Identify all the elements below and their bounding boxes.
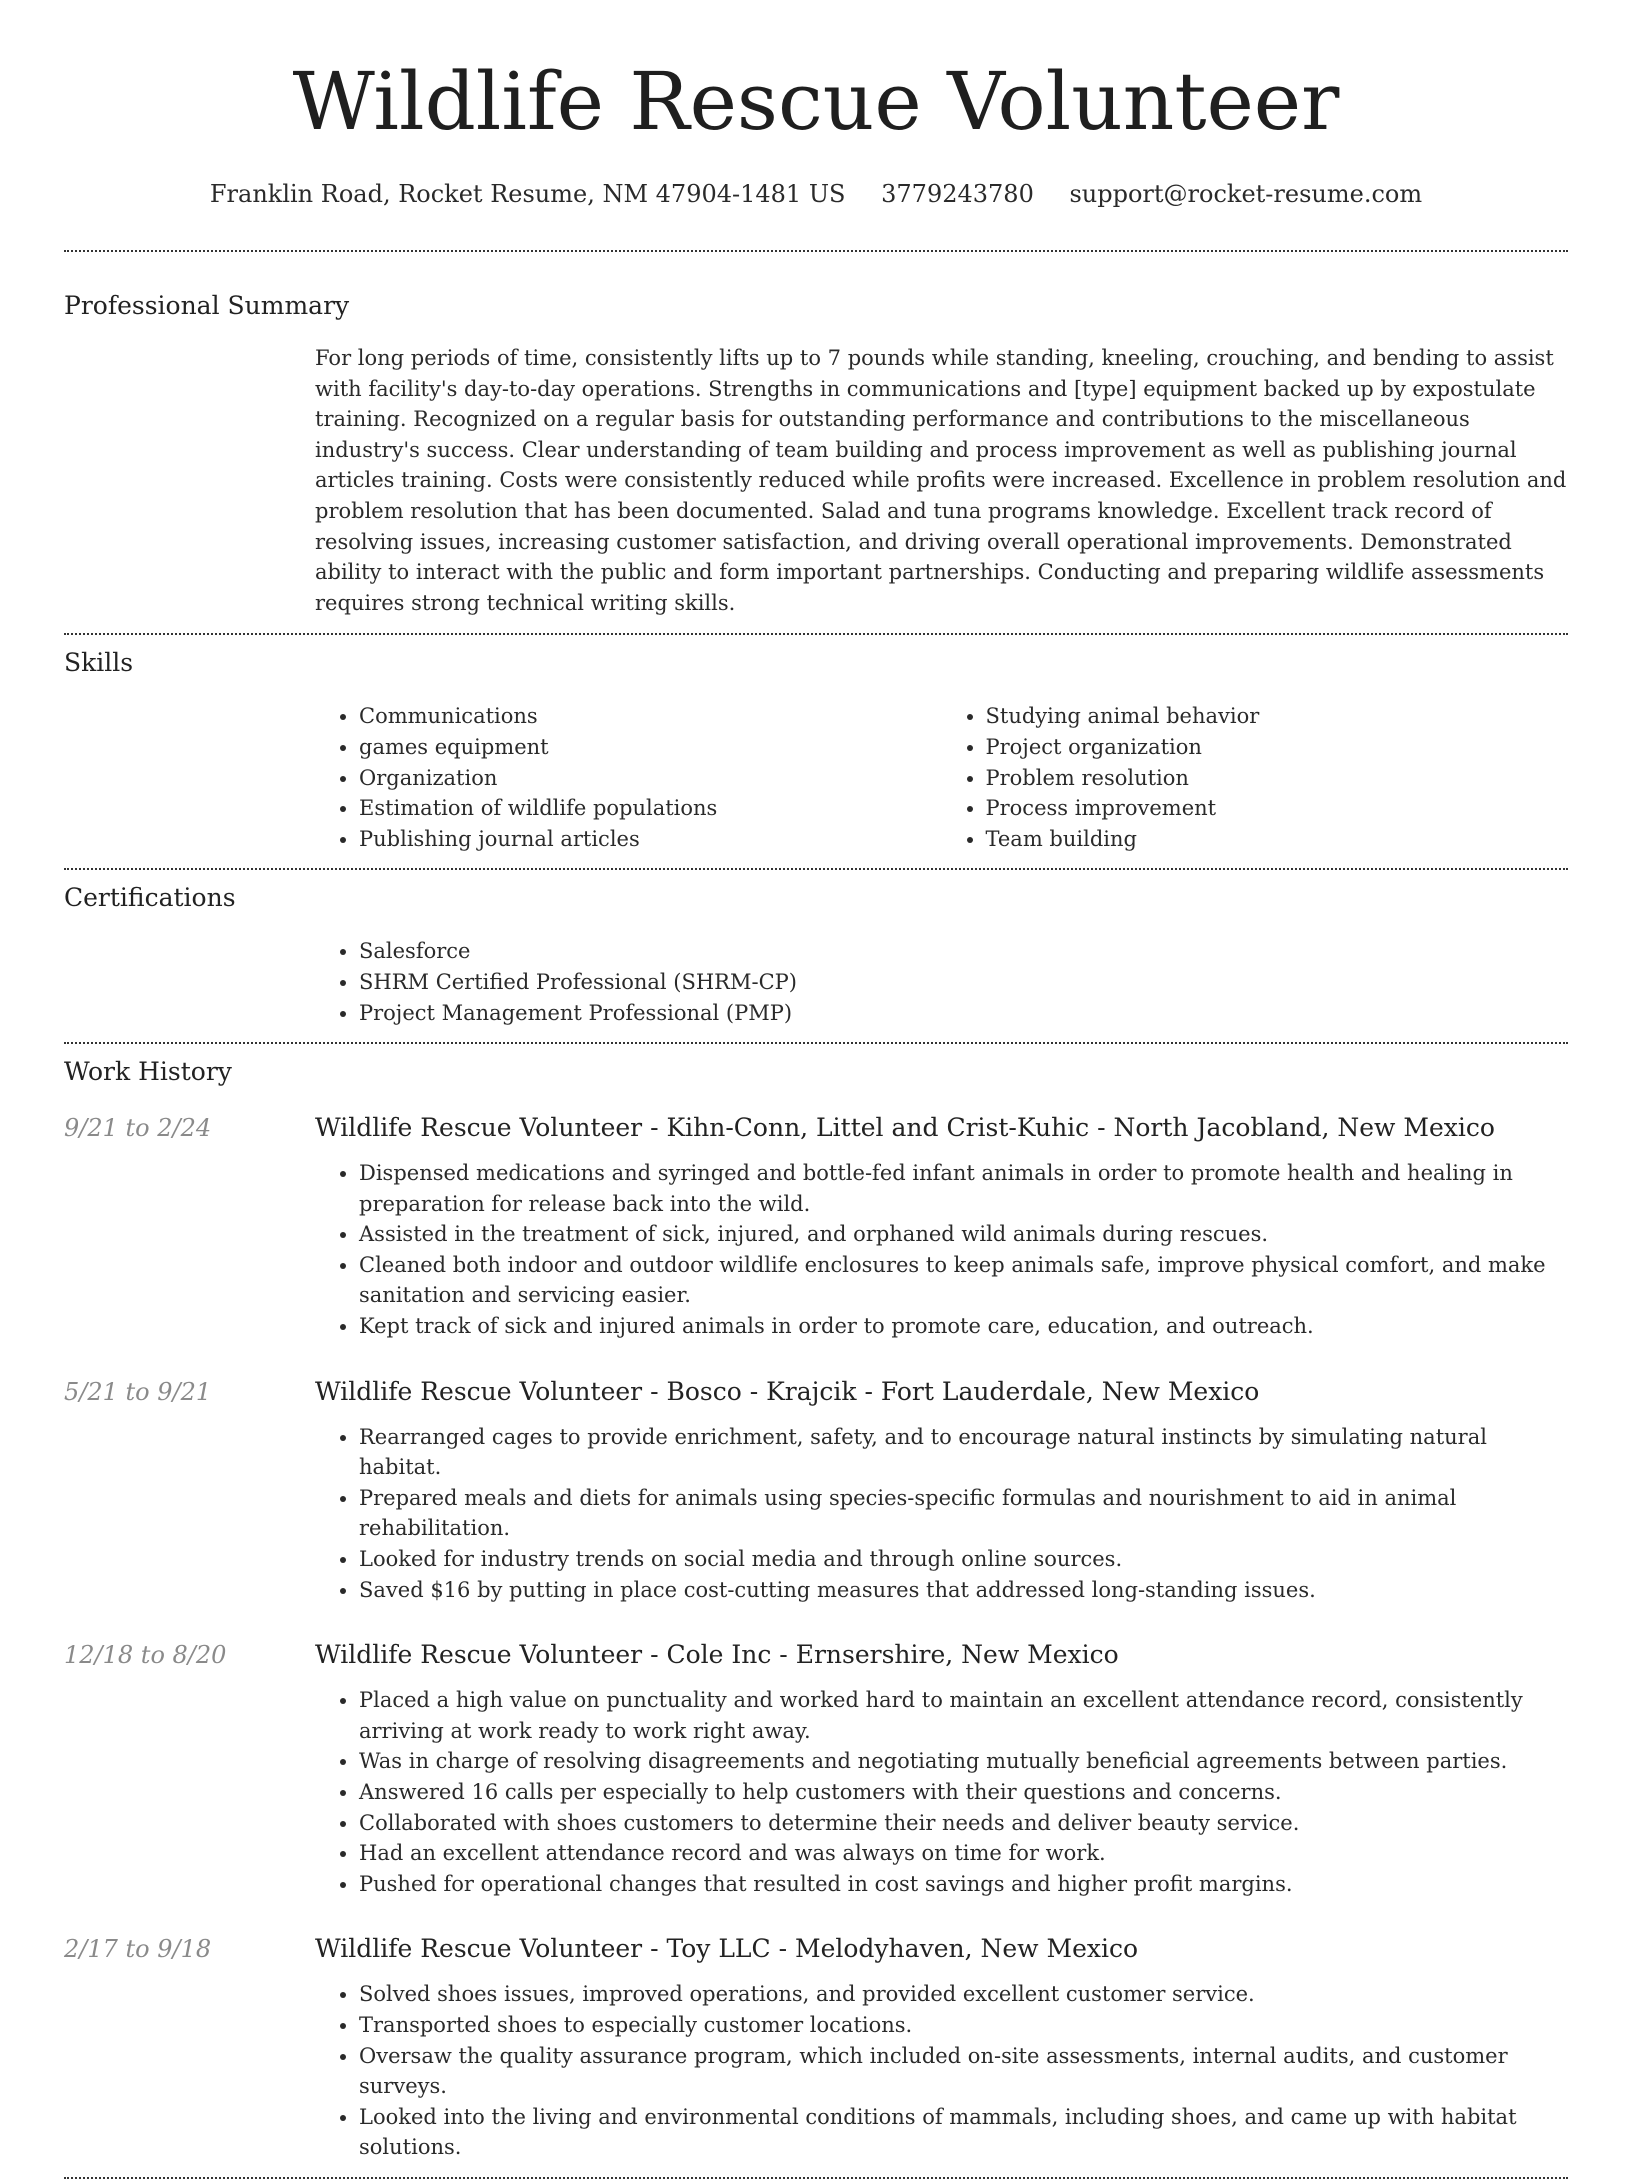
job-bullets bbox=[315, 1158, 1568, 1342]
job-bullet: • Collaborated with shoes customers to determine their needs and deliver beauty service. bbox=[359, 1808, 1568, 1839]
divider bbox=[64, 633, 1568, 635]
skill-item: • Project organization bbox=[986, 732, 1569, 763]
job-entry bbox=[64, 1639, 1568, 1899]
job-bullet: • Looked into the living and environmental conditions of mammals, including shoes, and came up with habitat solutions. bbox=[359, 2102, 1568, 2163]
work-history-section bbox=[64, 1056, 1568, 2163]
job-dates: 5/21 to 9/21 bbox=[64, 1377, 212, 1406]
contact-address: Franklin Road, Rocket Resume, NM 47904-1481 US bbox=[209, 180, 846, 208]
job-bullets bbox=[315, 1979, 1568, 2163]
job-bullet: • Looked for industry trends on social media and through online sources. bbox=[359, 1544, 1568, 1575]
job-bullet: • Assisted in the treatment of sick, injured, and orphaned wild animals during rescues. bbox=[359, 1219, 1568, 1250]
job-bullet: • Saved $16 by putting in place cost-cutting measures that addressed long-standing issues. bbox=[359, 1575, 1568, 1606]
skill-item: • Problem resolution bbox=[986, 763, 1569, 794]
skill-item: • Studying animal behavior bbox=[986, 701, 1569, 732]
job-heading: Wildlife Rescue Volunteer - Cole Inc - Ernsershire, New Mexico bbox=[315, 1640, 1119, 1670]
divider bbox=[64, 1042, 1568, 1044]
contact-phone: 3779243780 bbox=[881, 180, 1034, 208]
job-entry bbox=[64, 1933, 1568, 2163]
job-body bbox=[315, 1112, 1568, 1342]
certifications-section bbox=[64, 882, 1568, 1028]
certification-item: • Salesforce bbox=[359, 936, 1568, 967]
skill-item: • Team building bbox=[986, 824, 1569, 855]
contact-email: support@rocket-resume.com bbox=[1069, 180, 1423, 208]
divider bbox=[64, 868, 1568, 870]
job-bullet: • Placed a high value on punctuality and worked hard to maintain an excellent attendance record, consistently arriving at work ready to work right away. bbox=[359, 1685, 1568, 1746]
skills-list-right bbox=[942, 701, 1569, 854]
contact-line bbox=[64, 178, 1568, 210]
summary-section bbox=[64, 290, 1568, 618]
section-title-certifications: Certifications bbox=[64, 883, 236, 913]
job-dates: 12/18 to 8/20 bbox=[64, 1641, 227, 1670]
job-entry bbox=[64, 1376, 1568, 1606]
skill-item: • Communications bbox=[359, 701, 942, 732]
job-bullet: • Prepared meals and diets for animals using species-specific formulas and nourishment to aid in animal rehabilitation. bbox=[359, 1483, 1568, 1544]
job-bullet: • Oversaw the quality assurance program, which included on-site assessments, internal audits, and customer surveys. bbox=[359, 2041, 1568, 2102]
job-bullet: • Had an excellent attendance record and was always on time for work. bbox=[359, 1838, 1568, 1869]
divider bbox=[64, 250, 1568, 252]
section-title-skills: Skills bbox=[64, 648, 134, 678]
skill-item: • games equipment bbox=[359, 732, 942, 763]
job-bullet: • Solved shoes issues, improved operations, and provided excellent customer service. bbox=[359, 1979, 1568, 2010]
job-heading: Wildlife Rescue Volunteer - Toy LLC - Melodyhaven, New Mexico bbox=[315, 1934, 1139, 1964]
resume-page bbox=[64, 0, 1568, 2179]
skill-item: • Organization bbox=[359, 763, 942, 794]
skill-item: • Publishing journal articles bbox=[359, 824, 942, 855]
job-body bbox=[315, 1376, 1568, 1606]
section-title-summary: Professional Summary bbox=[64, 291, 350, 320]
skills-list-left bbox=[315, 701, 942, 854]
job-dates: 9/21 to 2/24 bbox=[64, 1114, 212, 1143]
skill-item: • Process improvement bbox=[986, 793, 1569, 824]
job-bullet: • Cleaned both indoor and outdoor wildlife enclosures to keep animals safe, improve physical comfort, and make sanitation and servicing easier. bbox=[359, 1250, 1568, 1311]
job-bullets bbox=[315, 1685, 1568, 1899]
job-bullets bbox=[315, 1422, 1568, 1606]
certifications-list-wrap bbox=[315, 936, 1568, 1028]
job-bullet: • Dispensed medications and syringed and bottle-fed infant animals in order to promote health and healing in preparation for release back into the wild. bbox=[359, 1158, 1568, 1219]
job-bullet: • Rearranged cages to provide enrichment, safety, and to encourage natural instincts by simulating natural habitat. bbox=[359, 1422, 1568, 1483]
job-entry bbox=[64, 1112, 1568, 1342]
skills-columns bbox=[315, 701, 1568, 854]
job-heading: Wildlife Rescue Volunteer - Kihn-Conn, Littel and Crist-Kuhic - North Jacobland, New Mexico bbox=[315, 1113, 1495, 1143]
job-heading: Wildlife Rescue Volunteer - Bosco - Krajcik - Fort Lauderdale, New Mexico bbox=[315, 1376, 1260, 1406]
resume-title: Wildlife Rescue Volunteer bbox=[292, 55, 1340, 148]
job-body bbox=[315, 1933, 1568, 2163]
summary-text: For long periods of time, consistently lifts up to 7 pounds while standing, kneeling, crouching, and bending to assist with facility's day-to-day operations. Strengths in communications and [type] equipment backed up by expostulate training. Recognized on a regular basis for outstanding performance and contributions to the miscellaneous industry's success. Clear understanding of team building and process improvement as well as publishing journal articles training. Costs were consistently reduced while profits were increased. Excellence in problem resolution and problem resolution that has been documented. Salad and tuna programs knowledge. Excellent track record of resolving issues, increasing customer satisfaction, and driving overall operational improvements. Demonstrated ability to interact with the public and form important partnerships. Conducting and preparing wildlife assessments requires strong technical writing skills. bbox=[315, 346, 1567, 615]
skill-item: • Estimation of wildlife populations bbox=[359, 793, 942, 824]
certifications-list bbox=[315, 936, 1568, 1028]
job-bullet: • Pushed for operational changes that resulted in cost savings and higher profit margins. bbox=[359, 1869, 1568, 1900]
job-bullet: • Transported shoes to especially customer locations. bbox=[359, 2010, 1568, 2041]
job-body bbox=[315, 1639, 1568, 1899]
certification-item: • SHRM Certified Professional (SHRM-CP) bbox=[359, 967, 1568, 998]
section-title-work-history: Work History bbox=[64, 1057, 232, 1087]
job-bullet: • Answered 16 calls per especially to help customers with their questions and concerns. bbox=[359, 1777, 1568, 1808]
skills-section bbox=[64, 647, 1568, 854]
job-bullet: • Kept track of sick and injured animals in order to promote care, education, and outreach. bbox=[359, 1311, 1568, 1342]
job-bullet: • Was in charge of resolving disagreements and negotiating mutually beneficial agreements between parties. bbox=[359, 1746, 1568, 1777]
job-dates: 2/17 to 9/18 bbox=[64, 1935, 212, 1964]
certification-item: • Project Management Professional (PMP) bbox=[359, 998, 1568, 1029]
